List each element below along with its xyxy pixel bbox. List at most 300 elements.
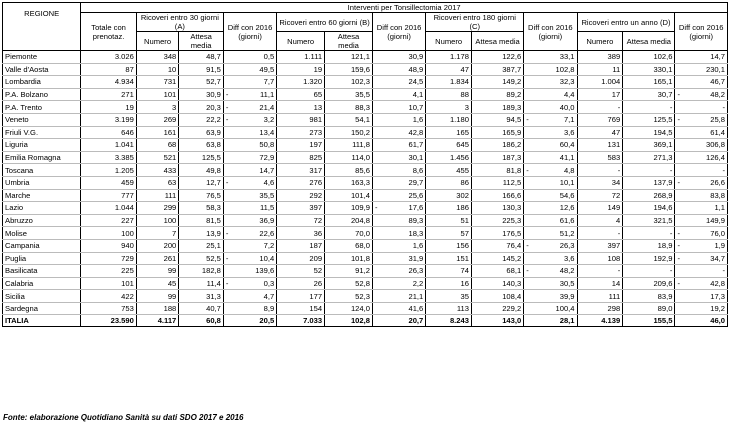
numero-60-cell [277,51,325,64]
numero-30-cell [136,63,178,76]
group-30-diff: Diff con 2016 (giorni) [223,13,276,51]
totale-value: 753 [121,304,134,314]
diff-30-cell [223,277,276,290]
diff-yr-value: 46,0 [710,316,725,326]
attesa-30-value: 12,7 [206,178,221,188]
numero-30-cell [136,315,178,327]
totale-value: 646 [121,127,134,137]
totale-value: 459 [121,178,134,188]
attesa-30-cell [179,214,224,227]
totale-cell [81,315,137,327]
numero-30-value: 111 [164,190,177,200]
attesa-180-value: 145,2 [502,253,522,263]
diff-180-cell [524,176,577,189]
attesa-30-value: 182,8 [201,266,221,276]
numero-yr-value: 17 [611,90,621,100]
attesa-30-value: 30,9 [206,90,221,100]
totale-cell [81,63,137,76]
region-name-cell [3,76,81,89]
attesa-180-value: 76,4 [506,241,522,251]
numero-yr-value: 1.004 [601,77,621,87]
numero-yr-cell [577,265,623,278]
diff-yr-value: 26,6 [710,178,725,188]
attesa-30-value: 52,5 [206,253,221,263]
numero-30-cell [136,126,178,139]
diff-180-cell [524,214,577,227]
numero-60-cell [277,126,325,139]
negative-sign: - [526,115,529,125]
diff-yr-value: - [722,102,725,112]
attesa-yr-cell [623,189,675,202]
diff-yr-cell [675,189,728,202]
attesa-60-cell [325,151,373,164]
numero-60-value: 19 [313,64,323,74]
numero-yr-value: - [617,102,621,112]
diff-60-cell [372,101,425,114]
numero-30-value: 63 [167,178,177,188]
numero-yr-cell [577,164,623,177]
numero-30-value: 188 [163,304,177,314]
diff-180-value: 61,6 [559,216,575,226]
attesa-30-cell [179,51,224,64]
numero-60-value: 825 [309,153,323,163]
diff-yr-value: 306,8 [705,140,725,150]
diff-180-cell [524,315,577,327]
reg-value: Friuli V.G. [5,127,39,137]
attesa-60-value: 114,0 [351,153,370,163]
attesa-60-value: 52,3 [355,291,370,301]
diff-yr-cell [675,76,728,89]
attesa-yr-value: 268,9 [653,190,673,200]
numero-60-cell [277,227,325,240]
diff-yr-cell [675,202,728,215]
totale-cell [81,227,137,240]
attesa-yr-value: 192,9 [653,253,673,263]
numero-180-value: 57 [460,228,469,238]
totale-cell [81,113,137,126]
numero-60-value: 317 [309,165,323,175]
diff-60-value: 8,6 [412,165,424,175]
numero-yr-cell [577,76,623,89]
attesa-60-value: 204,8 [350,216,370,226]
numero-30-cell [136,164,178,177]
table-row [3,176,728,189]
attesa-30-value: 58,3 [206,203,221,213]
numero-60-value: 1.111 [304,52,323,62]
diff-30-cell [223,164,276,177]
numero-60-value: 72 [313,216,323,226]
table-row [3,51,728,64]
diff-30-cell [223,315,276,327]
numero-180-value: 3 [464,102,469,112]
numero-yr-cell [577,202,623,215]
attesa-yr-cell [623,227,675,240]
numero-180-value: 35 [460,291,469,301]
attesa-60-cell [325,189,373,202]
diff-yr-value: 17,3 [710,291,725,301]
table-body [3,51,728,327]
attesa-30-value: 22,2 [206,115,221,125]
numero-60-value: 177 [309,291,323,301]
region-name-cell [3,302,81,315]
totale-cell [81,277,137,290]
diff-30-cell [223,63,276,76]
table-row [3,202,728,215]
numero-yr-cell [577,239,623,252]
attesa-30-cell [179,302,224,315]
totale-value: 3.026 [114,52,134,62]
table-row [3,277,728,290]
attesa-180-cell [471,277,523,290]
reg-value: Emilia Romagna [5,153,61,163]
reg-value: Calabria [5,278,34,288]
attesa-yr-cell [623,290,675,303]
attesa-30-value: 52,7 [206,77,221,87]
table-row [3,101,728,114]
attesa-60-value: 124,0 [350,304,370,314]
numero-180-value: 74 [460,266,469,276]
attesa-180-cell [471,176,523,189]
numero-30-value: 200 [163,241,177,251]
numero-180-cell [426,290,472,303]
diff-yr-cell [675,164,728,177]
diff-30-cell [223,126,276,139]
reg-value: Veneto [5,115,29,125]
attesa-yr-cell [623,151,675,164]
diff-30-cell [223,290,276,303]
numero-30-value: 299 [163,203,177,213]
numero-yr-value: - [617,165,621,175]
negative-sign: - [225,115,229,125]
tonsillectomy-table [2,2,728,327]
group-60-diff: Diff con 2016 (giorni) [372,13,425,51]
attesa-yr-cell [623,202,675,215]
attesa-180-cell [471,189,523,202]
diff-180-value: 4,8 [563,165,575,175]
diff-30-value: 21,4 [259,102,275,112]
diff-60-cell [372,63,425,76]
totale-value: 4.934 [114,77,134,87]
diff-180-cell [524,63,577,76]
diff-30-cell [223,176,276,189]
numero-30-cell [136,76,178,89]
region-name-cell [3,189,81,202]
region-name-cell [3,315,81,327]
diff-yr-value: - [722,165,725,175]
reg-value: Liguria [5,140,28,150]
numero-30-cell [136,277,178,290]
diff-yr-value: 14,7 [710,52,725,62]
table-row [3,252,728,265]
numero-60-value: 273 [309,127,323,137]
numero-180-value: 165 [456,127,469,137]
numero-180-cell [426,277,472,290]
numero-60-cell [277,277,325,290]
diff-180-value: 48,2 [559,266,575,276]
attesa-yr-value: 18,9 [657,241,673,251]
diff-60-cell [372,126,425,139]
diff-60-value: 30,9 [408,52,424,62]
numero-60-cell [277,202,325,215]
diff-30-value: 7,7 [263,77,275,87]
numero-30-cell [136,113,178,126]
numero-180-value: 47 [460,64,469,74]
diff-30-value: 8,9 [263,304,275,314]
region-name-cell [3,126,81,139]
numero-60-value: 981 [309,115,323,125]
diff-180-cell [524,51,577,64]
numero-30-value: 161 [163,127,177,137]
region-name-cell [3,290,81,303]
numero-60-cell [277,139,325,152]
diff-60-cell [372,151,425,164]
attesa-yr-cell [623,113,675,126]
attesa-30-cell [179,151,224,164]
totale-value: 271 [121,90,134,100]
table-row [3,214,728,227]
attesa-30-value: 76,5 [206,190,221,200]
attesa-60-value: 150,2 [350,127,370,137]
numero-180-cell [426,202,472,215]
totale-value: 777 [121,190,134,200]
attesa-yr-value: 137,9 [653,178,673,188]
diff-180-value: 26,3 [559,241,575,251]
diff-yr-cell [675,126,728,139]
numero-60-value: 1.320 [303,77,323,87]
attesa-60-value: 101,4 [350,190,370,200]
diff-180-cell [524,76,577,89]
attesa-yr-value: 102,6 [653,52,673,62]
attesa-60-cell [325,265,373,278]
reg-value: ITALIA [5,316,29,326]
diff-180-value: 41,1 [559,153,575,163]
diff-30-value: 4,6 [263,178,275,188]
region-name-cell [3,277,81,290]
numero-30-cell [136,302,178,315]
table-row [3,227,728,240]
attesa-180-value: 68,1 [506,266,522,276]
diff-yr-cell [675,151,728,164]
diff-180-value: 3,6 [563,253,575,263]
totale-cell [81,126,137,139]
diff-60-value: 1,6 [412,115,424,125]
diff-60-value: 42,8 [408,127,424,137]
numero-30-value: 731 [163,77,177,87]
diff-60-cell [372,277,425,290]
diff-180-cell [524,265,577,278]
reg-value: Sicilia [5,291,25,301]
totale-cell [81,189,137,202]
attesa-yr-value: 271,3 [653,153,673,163]
attesa-60-value: 85,6 [355,165,370,175]
attesa-30-cell [179,252,224,265]
attesa-yr-cell [623,265,675,278]
attesa-60-cell [325,101,373,114]
diff-60-value: 41,6 [408,304,424,314]
diff-180-value: 4,4 [563,90,575,100]
diff-yr-value: 48,2 [710,90,725,100]
numero-yr-value: 149 [607,203,621,213]
attesa-60-cell [325,76,373,89]
numero-30-value: 99 [167,266,177,276]
attesa-yr-cell [623,315,675,327]
negative-sign: - [225,178,229,188]
attesa-180-cell [471,202,523,215]
numero-30-value: 261 [163,253,177,263]
diff-30-cell [223,101,276,114]
reg-value: Toscana [5,165,34,175]
diff-30-value: 35,5 [259,190,275,200]
numero-60-cell [277,76,325,89]
table-row [3,126,728,139]
table-row [3,139,728,152]
diff-yr-value: 83,8 [710,190,725,200]
totale-value: 3.199 [114,115,134,125]
attesa-60-cell [325,51,373,64]
region-name-cell [3,239,81,252]
attesa-180-value: 94,5 [506,115,522,125]
attesa-60-cell [325,113,373,126]
numero-60-cell [277,88,325,101]
region-name-cell [3,176,81,189]
table-row [3,239,728,252]
attesa-yr-value: - [669,266,673,276]
diff-180-value: 33,1 [559,52,575,62]
attesa-180-value: 166,6 [502,190,522,200]
negative-sign: - [677,253,680,263]
numero-yr-value: 583 [607,153,621,163]
diff-60-value: 29,7 [408,178,424,188]
attesa-180-value: 122,6 [502,52,522,62]
attesa-30-value: 48,7 [206,52,221,62]
attesa-yr-cell [623,302,675,315]
diff-yr-value: 46,7 [710,77,725,87]
numero-180-cell [426,151,472,164]
attesa-30-value: 25,1 [206,241,221,251]
diff-30-cell [223,302,276,315]
totale-value: 940 [121,241,134,251]
numero-30-value: 100 [163,216,177,226]
attesa-60-cell [325,302,373,315]
attesa-30-cell [179,139,224,152]
negative-sign: - [677,90,680,100]
group-60-title: Ricoveri entro 60 giorni (B) [277,13,373,32]
diff-yr-value: - [722,266,725,276]
numero-60-cell [277,252,325,265]
numero-30-value: 3 [172,102,177,112]
numero-60-cell [277,239,325,252]
numero-60-value: 209 [309,253,323,263]
diff-60-cell [372,139,425,152]
diff-60-value: 24,5 [408,77,424,87]
numero-60-value: 13 [313,102,323,112]
numero-30-value: 433 [163,165,177,175]
attesa-60-value: 35,5 [355,90,370,100]
numero-30-value: 7 [172,228,177,238]
attesa-60-cell [325,88,373,101]
region-name-cell [3,51,81,64]
reg-value: Molise [5,228,27,238]
attesa-30-value: 63,9 [206,127,221,137]
diff-60-value: 21,1 [408,291,424,301]
attesa-180-value: 149,2 [502,77,522,87]
numero-30-cell [136,252,178,265]
attesa-180-cell [471,51,523,64]
attesa-180-cell [471,239,523,252]
numero-yr-cell [577,302,623,315]
reg-value: Valle d'Aosta [5,64,49,74]
attesa-yr-value: 330,1 [653,64,673,74]
negative-sign: - [225,90,229,100]
attesa-yr-cell [623,239,675,252]
diff-180-cell [524,302,577,315]
attesa-180-cell [471,252,523,265]
attesa-60-value: 121,1 [350,52,370,62]
numero-180-cell [426,176,472,189]
totale-cell [81,290,137,303]
attesa-30-cell [179,189,224,202]
diff-180-value: 12,6 [559,203,575,213]
attesa-yr-value: 369,1 [653,140,673,150]
diff-180-value: 51,2 [559,228,575,238]
attesa-yr-value: 209,6 [653,278,673,288]
diff-60-cell [372,302,425,315]
region-name-cell [3,139,81,152]
reg-value: Sardegna [5,304,38,314]
numero-yr-value: 397 [607,241,621,251]
attesa-30-cell [179,126,224,139]
total-row [3,315,728,327]
numero-180-value: 455 [456,165,469,175]
numero-30-cell [136,151,178,164]
group-180-title: Ricoveri entro 180 giorni (C) [426,13,524,32]
numero-180-cell [426,227,472,240]
diff-30-value: 139,6 [255,266,275,276]
diff-60-cell [372,88,425,101]
attesa-60-value: 54,1 [355,115,370,125]
numero-30-cell [136,51,178,64]
numero-60-cell [277,189,325,202]
group-30-attesa: Attesa media [179,32,224,51]
numero-180-cell [426,76,472,89]
attesa-yr-cell [623,51,675,64]
numero-30-cell [136,214,178,227]
totale-value: 3.385 [114,153,134,163]
numero-yr-cell [577,51,623,64]
attesa-180-cell [471,76,523,89]
attesa-yr-value: 125,5 [653,115,673,125]
negative-sign: - [225,228,229,238]
attesa-180-cell [471,290,523,303]
numero-60-cell [277,302,325,315]
table-row [3,151,728,164]
diff-180-cell [524,151,577,164]
diff-180-cell [524,164,577,177]
diff-yr-value: 25,8 [710,115,725,125]
numero-60-cell [277,164,325,177]
diff-yr-cell [675,51,728,64]
negative-sign: - [526,241,529,251]
diff-180-value: 60,4 [559,140,575,150]
attesa-yr-cell [623,101,675,114]
numero-yr-cell [577,315,623,327]
diff-yr-cell [675,290,728,303]
attesa-30-cell [179,277,224,290]
totale-cell [81,214,137,227]
numero-180-cell [426,63,472,76]
attesa-60-value: 101,8 [350,253,370,263]
attesa-yr-cell [623,214,675,227]
